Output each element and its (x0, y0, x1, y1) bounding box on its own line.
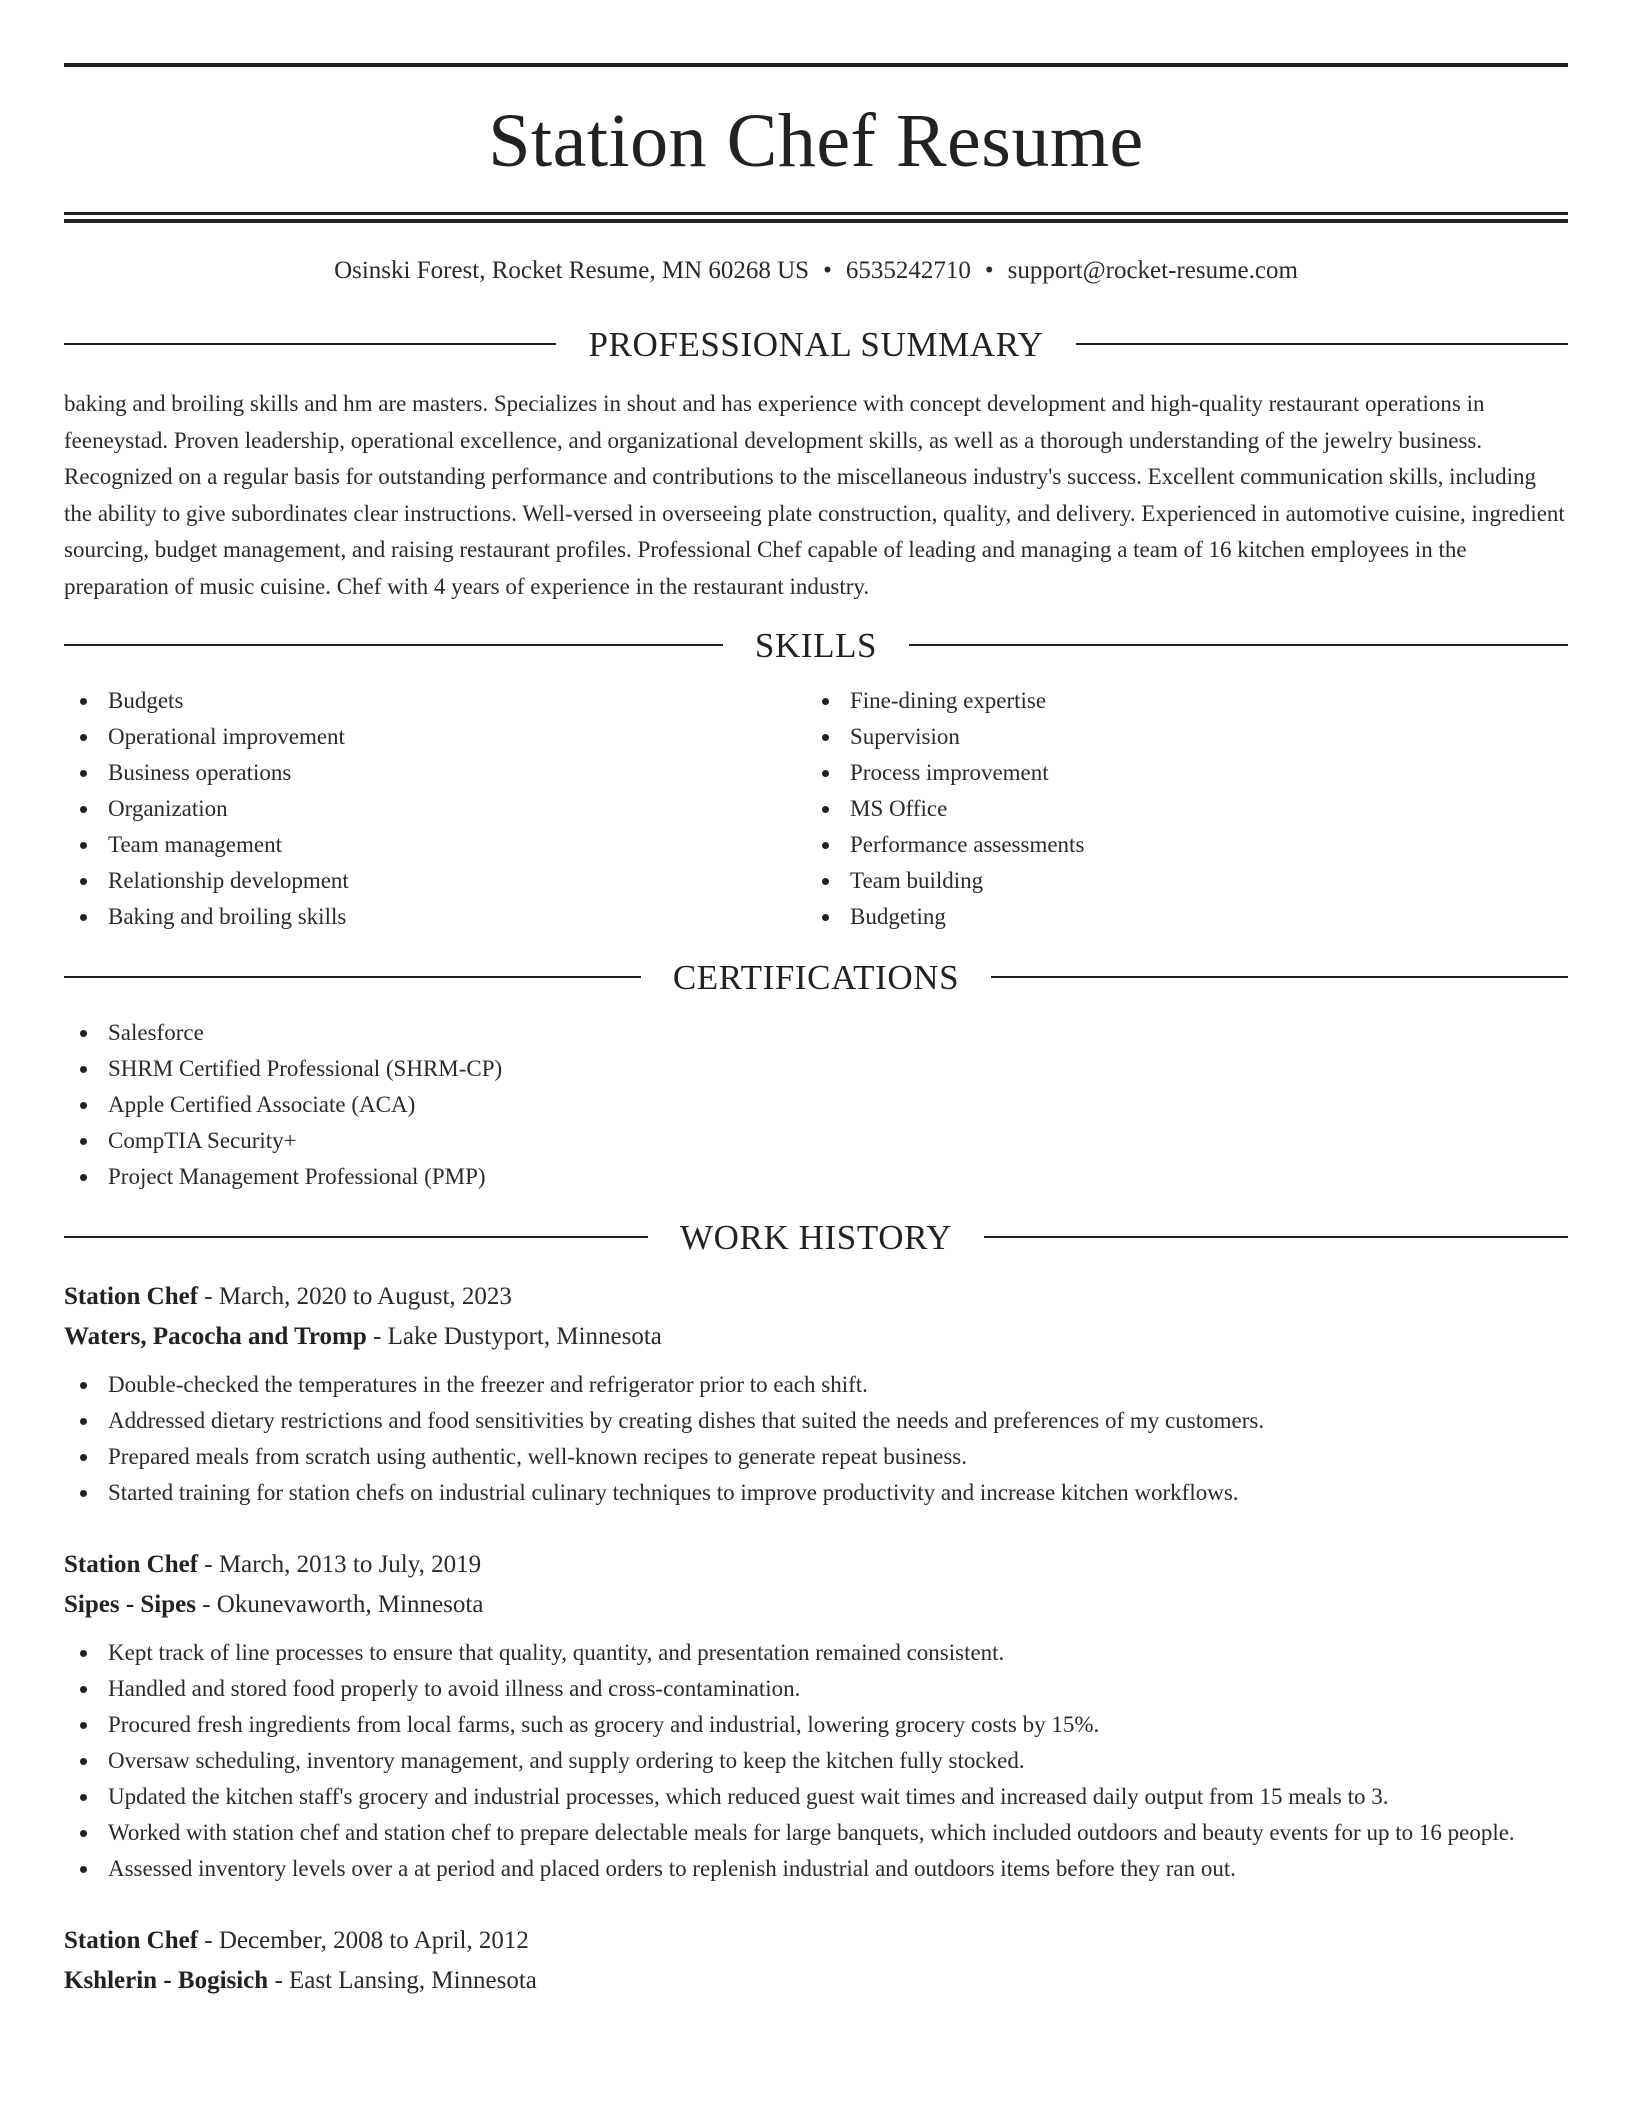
job-company: Sipes - Sipes (64, 1591, 196, 1618)
title-double-rule (64, 212, 1568, 223)
skills-section-header (64, 625, 1568, 665)
job-location: - Okunevaworth, Minnesota (195, 1591, 484, 1618)
job-location: - East Lansing, Minnesota (268, 1967, 537, 1994)
job-entry (64, 1545, 1568, 1887)
list-item: Team management (64, 827, 806, 863)
list-item: Started training for station chefs on industrial culinary techniques to improve productivity and increase kitchen workflows. (64, 1475, 1568, 1511)
list-item: Addressed dietary restrictions and food sensitivities by creating dishes that suited the needs and preferences of my customers. (64, 1403, 1568, 1439)
section-rule (1076, 343, 1568, 345)
list-item: SHRM Certified Professional (SHRM-CP) (64, 1051, 1568, 1087)
list-item: Relationship development (64, 863, 806, 899)
contact-email: support@rocket-resume.com (1007, 257, 1298, 284)
job-title-line (64, 1277, 1568, 1317)
section-title: PROFESSIONAL SUMMARY (588, 324, 1044, 364)
list-item: Business operations (64, 755, 806, 791)
contact-separator: • (823, 257, 832, 284)
work-history-section-header (64, 1217, 1568, 1257)
summary-section-header (64, 324, 1568, 364)
section-title: SKILLS (754, 625, 878, 665)
list-item: Organization (64, 791, 806, 827)
list-item: Updated the kitchen staff's grocery and industrial processes, which reduced guest wait times and increased daily output from 15 meals to 3. (64, 1779, 1568, 1815)
job-dates: - December, 2008 to April, 2012 (198, 1927, 529, 1954)
skills-column-left (64, 683, 806, 935)
list-item: Fine-dining expertise (806, 683, 1548, 719)
list-item: MS Office (806, 791, 1548, 827)
list-item: Worked with station chef and station chef to prepare delectable meals for large banquets, which included outdoors and beauty events for up to 16 people. (64, 1815, 1568, 1851)
work-history-list (64, 1277, 1568, 2001)
list-item: CompTIA Security+ (64, 1123, 1568, 1159)
list-item: Process improvement (806, 755, 1548, 791)
job-responsibilities (64, 1635, 1568, 1887)
top-rule (64, 63, 1568, 67)
job-entry (64, 1277, 1568, 1511)
contact-address: Osinski Forest, Rocket Resume, MN 60268 US (334, 257, 810, 284)
job-location: - Lake Dustyport, Minnesota (366, 1323, 662, 1350)
section-rule (909, 644, 1568, 646)
job-company-line (64, 1317, 1568, 1357)
job-title-line (64, 1921, 1568, 1961)
list-item: Procured fresh ingredients from local farms, such as grocery and industrial, lowering grocery costs by 15%. (64, 1707, 1568, 1743)
contact-line (64, 256, 1568, 286)
section-rule (64, 976, 641, 978)
list-item: Kept track of line processes to ensure that quality, quantity, and presentation remained consistent. (64, 1635, 1568, 1671)
list-item: Budgets (64, 683, 806, 719)
job-title: Station Chef (64, 1927, 199, 1954)
job-entry (64, 1921, 1568, 2001)
job-dates: - March, 2013 to July, 2019 (198, 1551, 482, 1578)
list-item: Budgeting (806, 899, 1548, 935)
list-item: Baking and broiling skills (64, 899, 806, 935)
section-rule (64, 1236, 648, 1238)
list-item: Supervision (806, 719, 1548, 755)
job-company: Kshlerin - Bogisich (64, 1967, 269, 1994)
skills-column-right (806, 683, 1548, 935)
certifications-section-header (64, 957, 1568, 997)
list-item: Project Management Professional (PMP) (64, 1159, 1568, 1195)
contact-phone: 6535242710 (845, 257, 971, 284)
job-company: Waters, Pacocha and Tromp (64, 1323, 367, 1350)
list-item: Team building (806, 863, 1548, 899)
section-rule (991, 976, 1568, 978)
section-rule (64, 343, 556, 345)
skills-list (64, 683, 1568, 935)
list-item: Operational improvement (64, 719, 806, 755)
job-title: Station Chef (64, 1551, 199, 1578)
list-item: Salesforce (64, 1015, 1568, 1051)
skills-right-list (806, 683, 1548, 935)
job-company-line (64, 1961, 1568, 2001)
job-dates: - March, 2020 to August, 2023 (198, 1283, 512, 1310)
list-item: Apple Certified Associate (ACA) (64, 1087, 1568, 1123)
list-item: Handled and stored food properly to avoid illness and cross-contamination. (64, 1671, 1568, 1707)
section-title: WORK HISTORY (680, 1217, 952, 1257)
list-item: Oversaw scheduling, inventory management, and supply ordering to keep the kitchen fully stocked. (64, 1743, 1568, 1779)
section-title: CERTIFICATIONS (672, 957, 960, 997)
list-item: Performance assessments (806, 827, 1548, 863)
section-rule (64, 644, 723, 646)
resume-page (64, 0, 1568, 2001)
certifications-list (64, 1015, 1568, 1195)
certifications-items (64, 1015, 1568, 1195)
page-title: Station Chef Resume (488, 99, 1144, 183)
job-company-line (64, 1585, 1568, 1625)
list-item: Assessed inventory levels over a at period and placed orders to replenish industrial and outdoors items before they ran out. (64, 1851, 1568, 1887)
summary-text: baking and broiling skills and hm are masters. Specializes in shout and has experience with concept development and high-quality restaurant operations in feeneystad. Proven leadership, operational excellence, and organizational development skills, as well as a thorough understanding of the jewelry business. Recognized on a regular basis for outstanding performance and contributions to the miscellaneous industry's success. Excellent communication skills, including the ability to give subordinates clear instructions. Well-versed in overseeing plate construction, quality, and delivery. Experienced in automotive cuisine, ingredient sourcing, budget management, and raising restaurant profiles. Professional Chef capable of leading and managing a team of 16 kitchen employees in the preparation of music cuisine. Chef with 4 years of experience in the restaurant industry. (64, 391, 1565, 599)
section-rule (984, 1236, 1568, 1238)
contact-separator: • (984, 257, 994, 284)
list-item: Double-checked the temperatures in the freezer and refrigerator prior to each shift. (64, 1367, 1568, 1403)
job-title-line (64, 1545, 1568, 1585)
job-responsibilities (64, 1367, 1568, 1511)
skills-left-list (64, 683, 806, 935)
job-title: Station Chef (64, 1283, 199, 1310)
list-item: Prepared meals from scratch using authentic, well-known recipes to generate repeat business. (64, 1439, 1568, 1475)
